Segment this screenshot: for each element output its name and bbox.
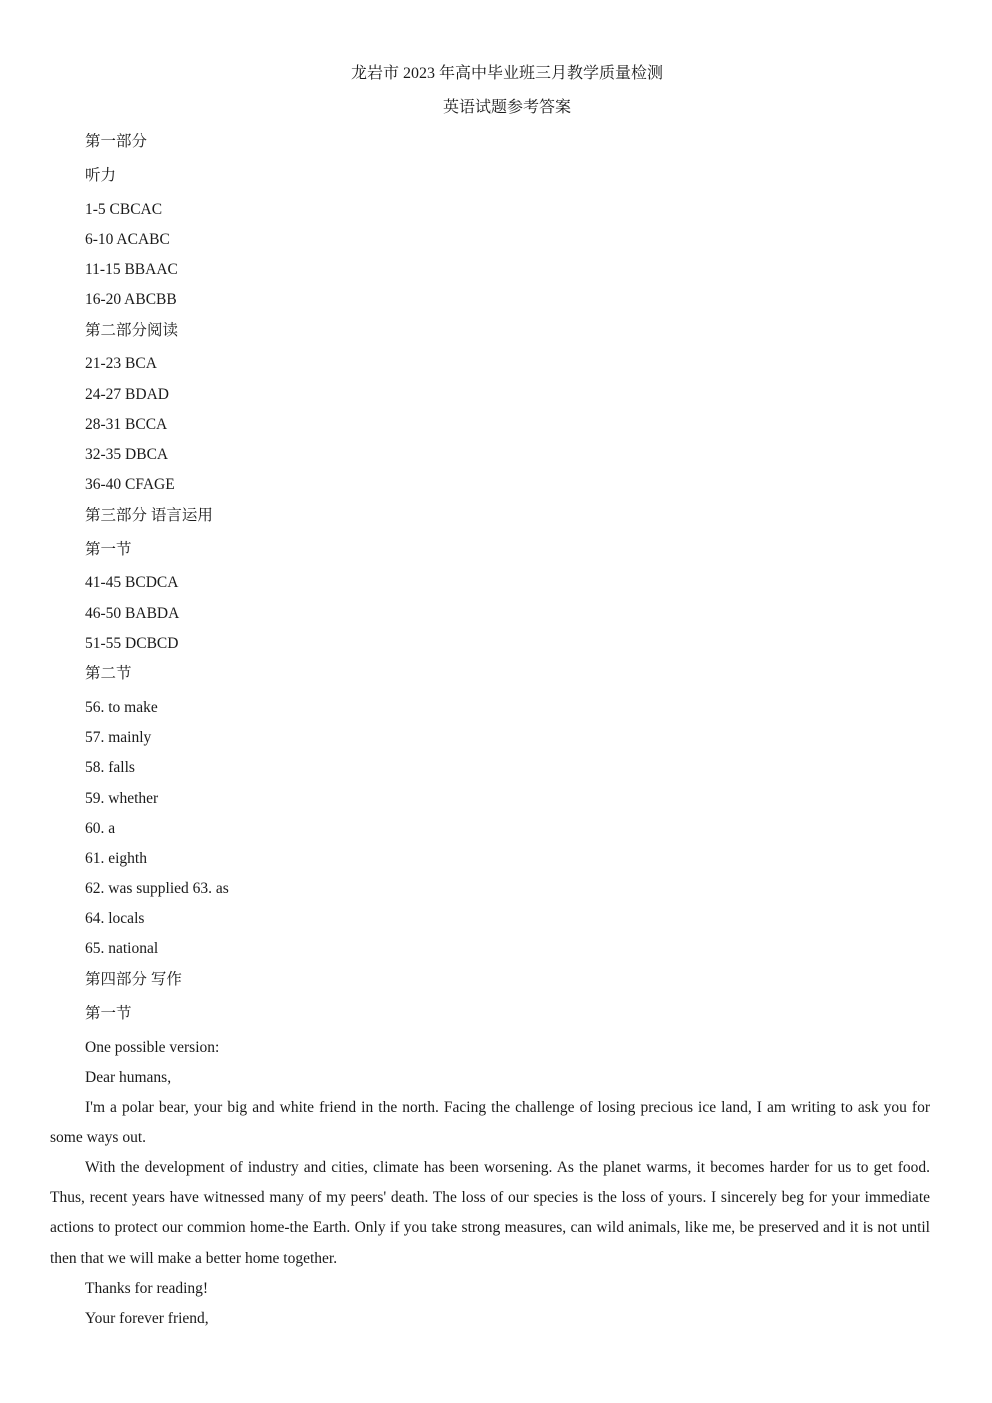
part4-heading: 第四部分 写作 [85, 971, 182, 988]
answer-line: 28-31 BCCA [85, 416, 168, 433]
part3-heading: 第三部分 语言运用 [85, 507, 213, 524]
answer-line: 24-27 BDAD [85, 386, 169, 403]
answer-line: 65. national [85, 940, 159, 957]
answer-line: 62. was supplied 63. as [85, 880, 229, 897]
answer-line: 56. to make [85, 699, 158, 716]
essay-intro: One possible version: [85, 1039, 220, 1056]
part3-section1-heading: 第一节 [85, 541, 132, 558]
answer-line: 21-23 BCA [85, 355, 157, 372]
answer-line: 64. locals [85, 910, 145, 927]
page-title: 龙岩市 2023 年高中毕业班三月教学质量检测 [350, 65, 663, 82]
answer-line: 32-35 DBCA [85, 446, 169, 463]
answer-line: 41-45 BCDCA [85, 574, 179, 591]
part3-section2-heading: 第二节 [85, 665, 132, 682]
answer-line: 51-55 DCBCD [85, 635, 179, 652]
answer-line: 59. whether [85, 790, 159, 807]
part2-heading: 第二部分阅读 [85, 322, 179, 339]
listening-heading: 听力 [85, 167, 117, 184]
letter-paragraph: I'm a polar bear, your big and white friend in the north. Facing the challenge of losing precious ice land, I am writing to ask you for some ways out. [50, 1099, 930, 1147]
answer-line: 36-40 CFAGE [85, 476, 175, 493]
letter-closing: Your forever friend, [85, 1310, 209, 1327]
answer-line: 61. eighth [85, 850, 147, 867]
letter-greeting: Dear humans, [85, 1069, 172, 1086]
answer-line: 58. falls [85, 759, 135, 776]
answer-line: 46-50 BABDA [85, 605, 180, 622]
letter-thanks: Thanks for reading! [85, 1280, 209, 1297]
part4-section1-heading: 第一节 [85, 1005, 132, 1022]
part1-heading: 第一部分 [85, 133, 148, 150]
page-subtitle: 英语试题参考答案 [442, 99, 571, 116]
answer-line: 16-20 ABCBB [85, 291, 177, 308]
answer-line: 6-10 ACABC [85, 231, 170, 248]
answer-line: 1-5 CBCAC [85, 201, 163, 218]
answer-line: 11-15 BBAAC [85, 261, 178, 278]
answer-line: 60. a [85, 820, 116, 837]
answer-line: 57. mainly [85, 729, 152, 746]
letter-paragraph: With the development of industry and cities, climate has been worsening. As the planet warms, it becomes harder for us to get food. Thus, recent years have witnessed many of my peers' death. The loss of our species is the loss of yours. I sincerely beg for your immediate actions to protect our commion home-the Earth. Only if you take strong measures, can wild animals, like me, be preserved and it is not until then that we will make a better home together. [50, 1159, 930, 1267]
